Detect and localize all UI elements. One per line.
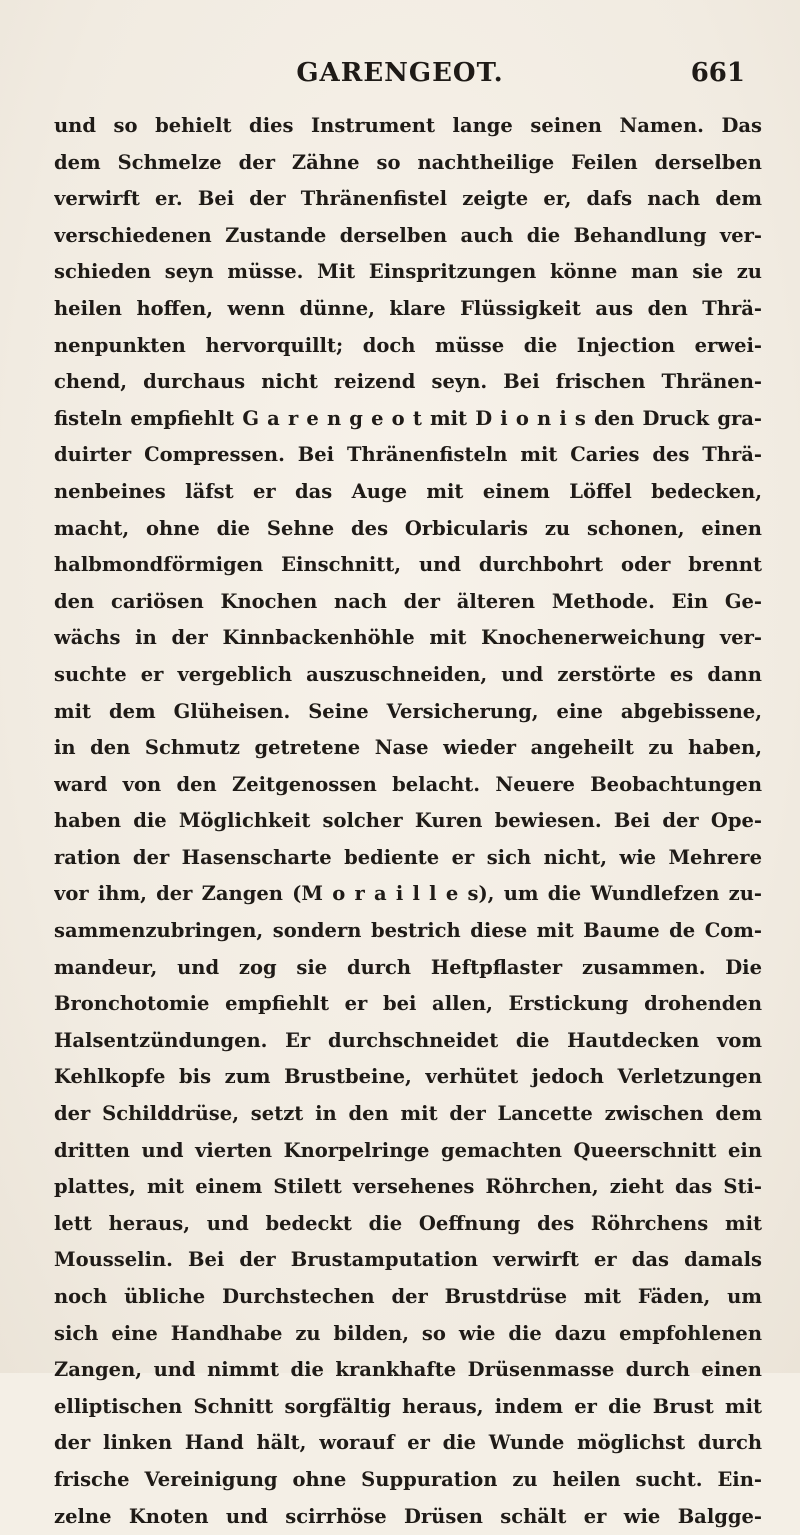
text-line: elliptischen Schnitt sorgfältig heraus, indem er die Brust mit [54, 1394, 762, 1418]
text-line: schieden seyn müsse. Mit Einspritzungen könne man sie zu [54, 260, 762, 284]
text-line: ward von den Zeitgenossen belacht. Neuere Beobachtungen [54, 772, 762, 796]
text-line: macht, ohne die Sehne des Orbicularis zu schonen, einen [54, 516, 762, 540]
text-line: sich eine Handhabe zu bilden, so wie die dazu empfohlenen [54, 1321, 762, 1345]
text-line: und so behielt dies Instrument lange seinen Namen. Das [54, 114, 762, 137]
text-line: suchte er vergeblich auszuschneiden, und zerstörte es dann [54, 662, 762, 686]
page-header [0, 58, 800, 98]
text-line: nenbeines läfst er das Auge mit einem Löffel bedecken, [54, 479, 762, 503]
text-line: verschiedenen Zustande derselben auch die Behandlung ver- [54, 223, 762, 247]
text-line: zelne Knoten und scirrhöse Drüsen schält er wie Balgge- [54, 1504, 762, 1528]
text-line: Zangen, und nimmt die krankhafte Drüsenmasse durch einen [54, 1358, 762, 1382]
text-line: wächs in der Kinnbackenhöhle mit Knochenerweichung ver- [54, 626, 762, 650]
text-line: dem Schmelze der Zähne so nachtheilige Feilen derselben [54, 150, 762, 174]
text-line: ration der Hasenscharte bediente er sich nicht, wie Mehrere [54, 845, 762, 869]
text-line: vor ihm, der Zangen (M o r a i l l e s), um die Wundlefzen zu- [54, 882, 762, 906]
text-line: lett heraus, und bedeckt die Oeffnung des Röhrchens mit [54, 1211, 762, 1235]
text-line: noch übliche Durchstechen der Brustdrüse mit Fäden, um [54, 1285, 762, 1308]
text-line: heilen hoffen, wenn dünne, klare Flüssigkeit aus den Thrä- [54, 296, 762, 320]
text-line: haben die Möglichkeit solcher Kuren bewiesen. Bei der Ope- [54, 809, 762, 833]
text-line: Kehlkopfe bis zum Brustbeine, verhütet jedoch Verletzungen [54, 1065, 762, 1089]
running-title: GARENGEOT. [296, 58, 504, 88]
text-line: fisteln empfiehlt G a r e n g e o t mit D i o n i s den Druck gra- [54, 406, 762, 430]
text-line: Mousselin. Bei der Brustamputation verwirft er das damals [54, 1248, 762, 1272]
text-line: verwirft er. Bei der Thränenfistel zeigte er, dafs nach dem [54, 187, 762, 211]
text-line: plattes, mit einem Stilett versehenes Röhrchen, zieht das Sti- [54, 1175, 762, 1199]
text-line: der linken Hand hält, worauf er die Wunde möglichst durch [54, 1431, 762, 1455]
text-line: chend, durchaus nicht reizend seyn. Bei frischen Thränen- [54, 370, 762, 394]
page-number: 661 [690, 58, 745, 88]
text-line: in den Schmutz getretene Nase wieder angeheilt zu haben, [54, 736, 762, 760]
text-line: sammenzubringen, sondern bestrich diese mit Baume de Com- [54, 919, 762, 943]
text-line: mandeur, und zog sie durch Heftpflaster zusammen. Die [54, 955, 762, 979]
text-line: mit dem Glüheisen. Seine Versicherung, eine abgebissene, [54, 699, 762, 723]
text-line: nenpunkten hervorquillt; doch müsse die Injection erwei- [54, 333, 762, 357]
text-line: halbmondförmigen Einschnitt, und durchbohrt oder brennt [54, 553, 762, 577]
text-line: dritten und vierten Knorpelringe gemachten Queerschnitt ein [54, 1138, 762, 1162]
text-line: den cariösen Knochen nach der älteren Methode. Ein Ge- [54, 589, 762, 613]
body-text [54, 108, 762, 1535]
text-line: frische Vereinigung ohne Suppuration zu heilen sucht. Ein- [54, 1467, 762, 1491]
text-line: der Schilddrüse, setzt in den mit der Lancette zwischen dem [54, 1102, 762, 1126]
text-line: duirter Compressen. Bei Thränenfisteln mit Caries des Thrä- [54, 443, 762, 467]
text-line: Bronchotomie empfiehlt er bei allen, Erstickung drohenden [54, 992, 762, 1016]
text-line: Halsentzündungen. Er durchschneidet die Hautdecken vom [54, 1028, 762, 1052]
